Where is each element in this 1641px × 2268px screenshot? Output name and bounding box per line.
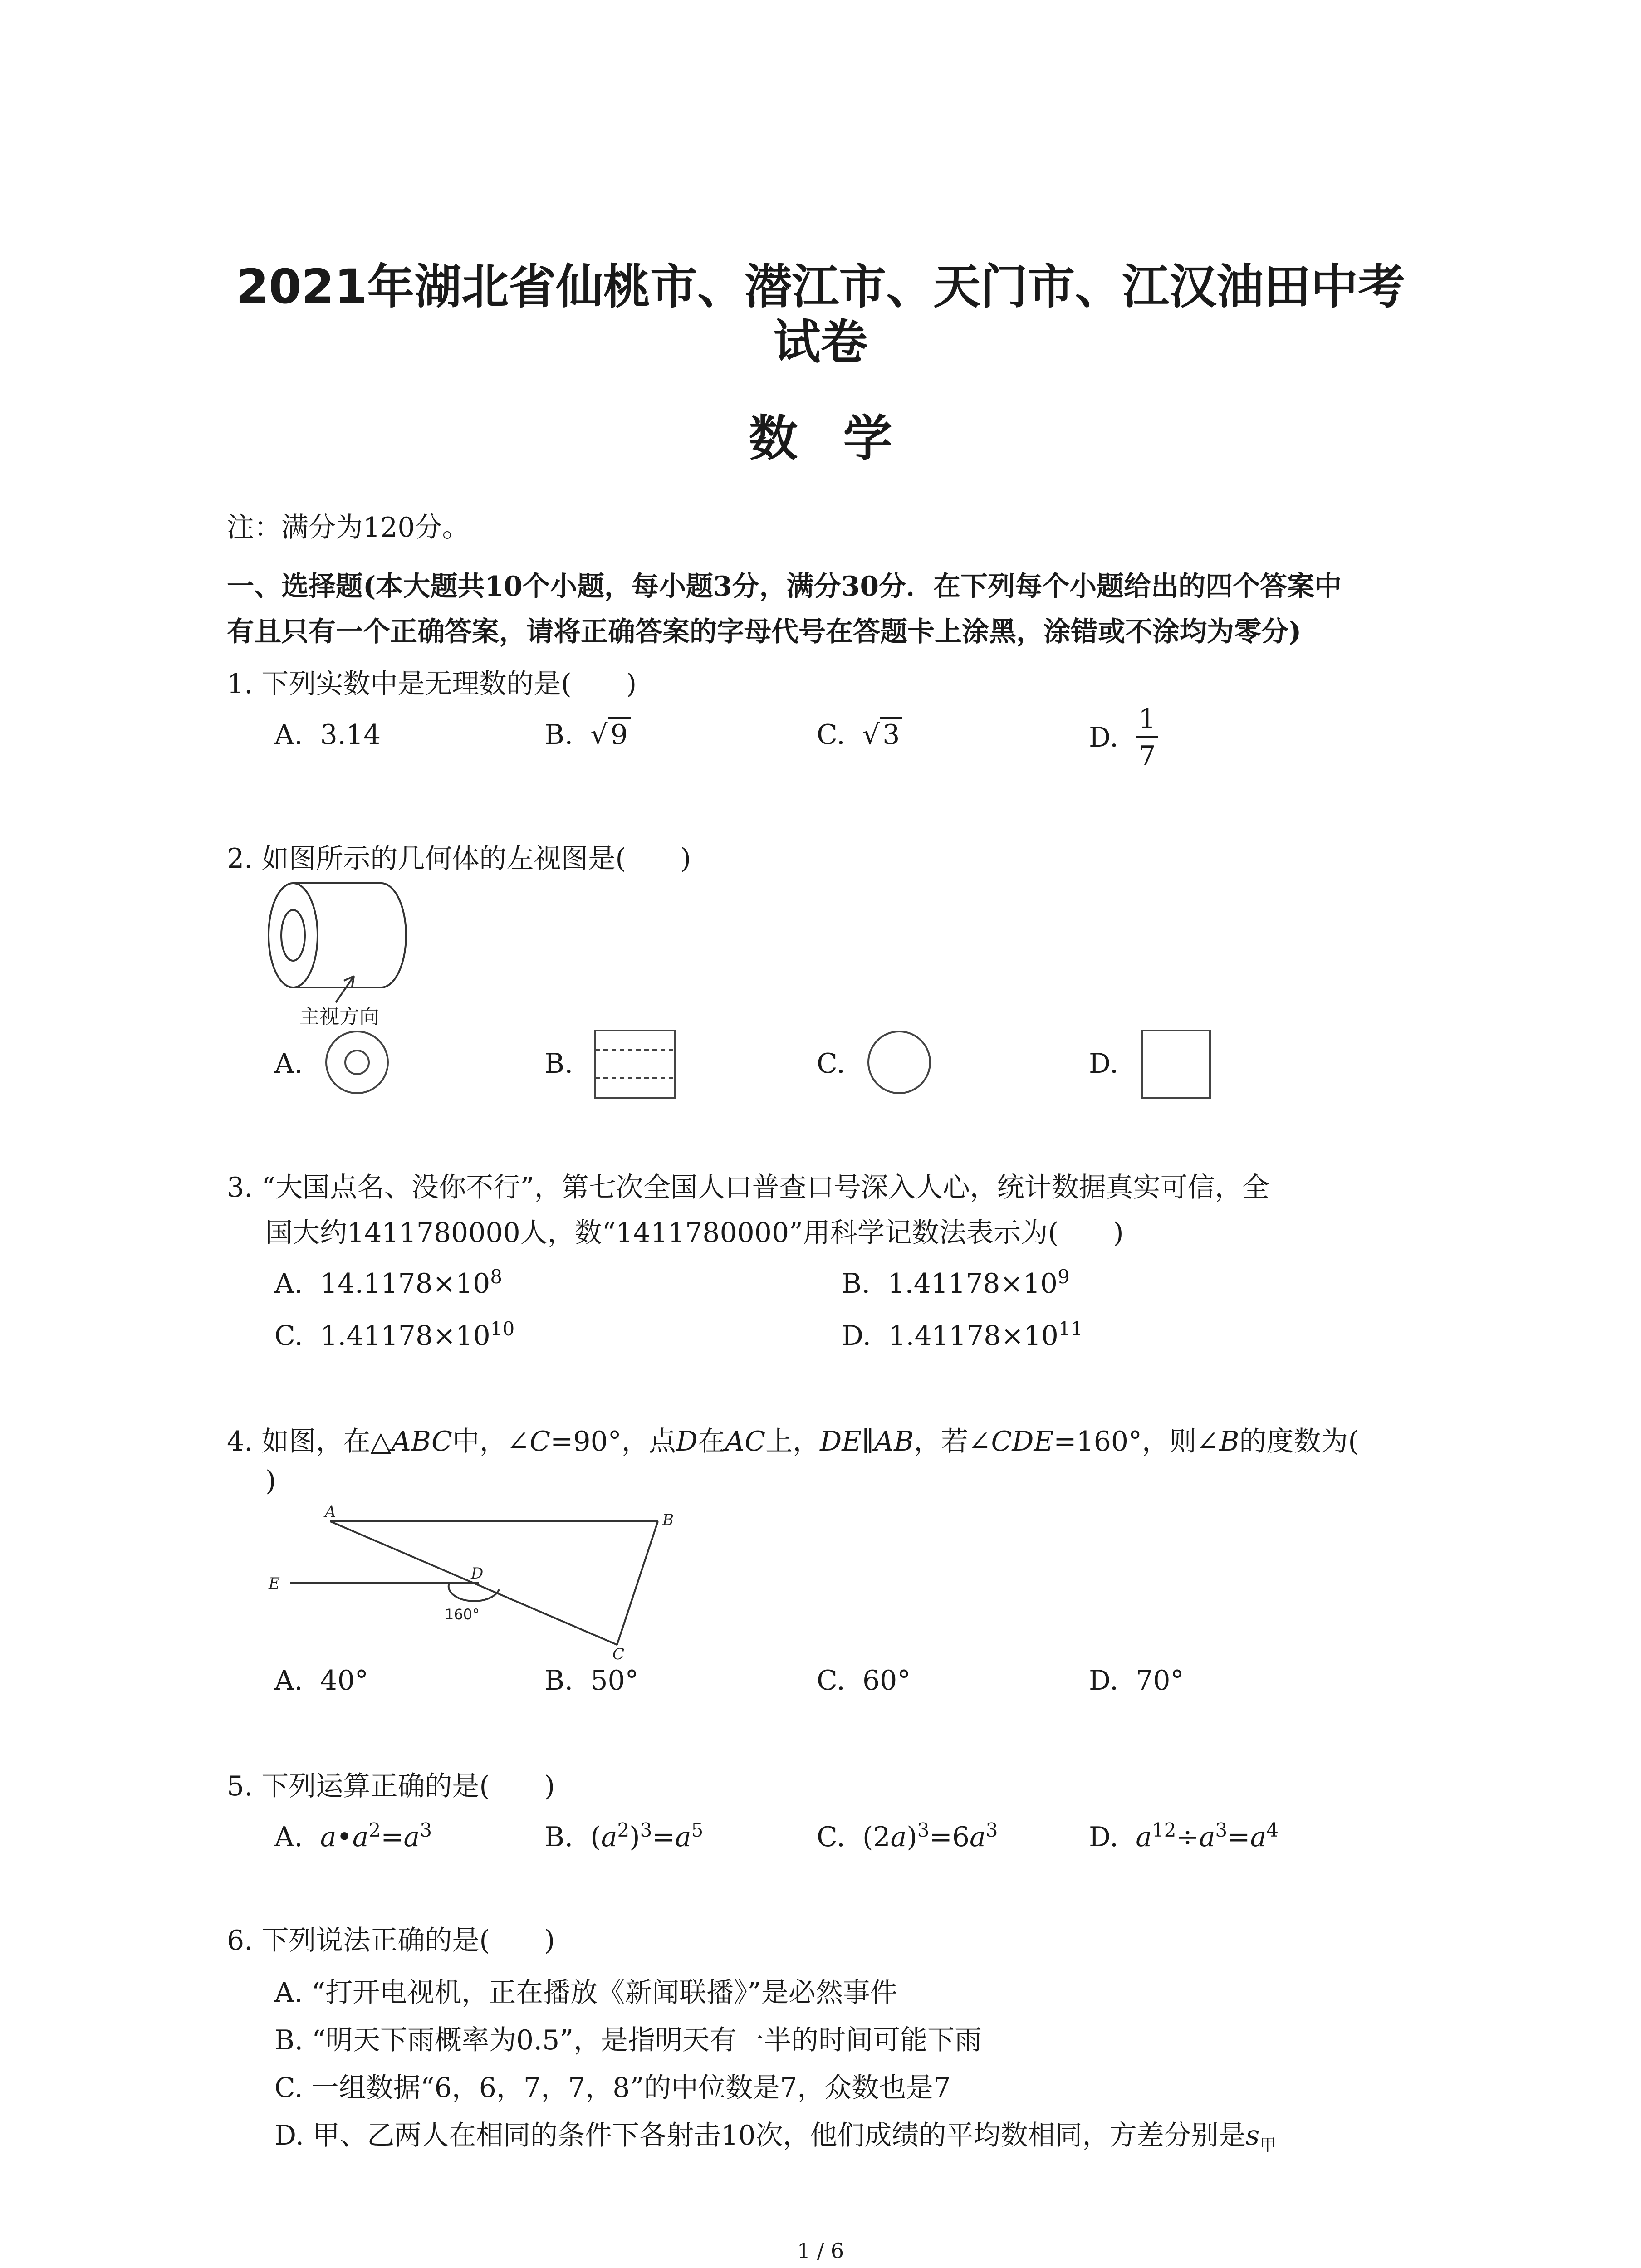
exam-title-line1: 2021年湖北省仙桃市、潜江市、天门市、江汉油田中考 <box>235 259 1406 314</box>
q5-stem: 5. 下列运算正确的是( ) <box>227 1770 555 1802</box>
q5-option-a: A. $a•a^2=a^3$ <box>274 1819 432 1853</box>
fraction-one-seventh: $\frac{1}{7}$ <box>1136 705 1158 770</box>
page-number: 1 / 6 <box>797 2239 844 2263</box>
q4-stem-line1: 4. 如图，在△ABC中，∠C=90°，点D在AC上，DE∥AB，若∠CDE=160°，则∠B的度数为( <box>227 1426 1359 1457</box>
q6-option-d: D. 甲、乙两人在相同的条件下各射击10次，他们成绩的平均数相同，方差分别是$s_甲$ <box>274 2120 1276 2155</box>
section1-instructions-line2: 有且只有一个正确答案，请将正确答案的字母代号在答题卡上涂黑，涂错或不涂均为零分) <box>227 616 1302 648</box>
q3-option-c: C. $1.41178\times 10^{10}$ <box>274 1318 515 1352</box>
q2-stem: 2. 如图所示的几何体的左视图是( ) <box>227 843 691 875</box>
q6-stem: 6. 下列说法正确的是( ) <box>227 1925 555 1956</box>
q3-stem-line1: 3. “大国点名、没你不行”，第七次全国人口普查口号深入人心，统计数据真实可信，全 <box>227 1172 1269 1203</box>
q1-option-b: B. √ 9 <box>544 719 631 751</box>
section1-instructions-line1: 一、选择题(本大题共10个小题，每小题3分，满分30分．在下列每个小题给出的四个答案中 <box>227 571 1342 602</box>
q4-option-d: D. 70° <box>1089 1665 1184 1696</box>
q4-stem-line2: ) <box>265 1465 276 1497</box>
q1-option-d: D. $\frac{1}{7}$ <box>1089 705 1158 770</box>
view-direction-label: 主视方向 <box>299 1005 379 1028</box>
point-b-label: B <box>662 1511 674 1529</box>
q3-option-a: A. $14.1178\times 10^8$ <box>274 1266 503 1300</box>
angle-160-label: 160° <box>445 1606 480 1623</box>
q5-option-b: B. $(a^2)^3=a^5$ <box>544 1819 704 1853</box>
point-d-label: D <box>471 1564 484 1583</box>
q2-option-a-label: A. <box>274 1048 303 1080</box>
subject-title: 数学 <box>749 411 938 467</box>
q3-option-d: D. $1.41178\times 10^{11}$ <box>842 1318 1083 1352</box>
concentric-circles-icon <box>324 1030 392 1098</box>
point-a-label: A <box>325 1503 336 1521</box>
q5-option-c: C. $(2a)^3=6a^3$ <box>817 1819 998 1853</box>
q4-option-a: A. 40° <box>274 1665 368 1696</box>
triangle-parallel-figure <box>263 1503 699 1663</box>
q6-option-b: B. “明天下雨概率为0.5”，是指明天有一半的时间可能下雨 <box>274 2024 982 2056</box>
square-icon <box>1141 1030 1214 1102</box>
q3-option-b: B. $1.41178\times 10^9$ <box>842 1266 1070 1300</box>
q4-option-c: C. 60° <box>817 1665 911 1696</box>
q1-option-a: A. 3.14 <box>274 719 381 751</box>
q3-stem-line2: 国大约1411780000人，数“1411780000”用科学记数法表示为( ) <box>265 1217 1124 1249</box>
point-e-label: E <box>269 1574 280 1593</box>
q1-stem: 1. 下列实数中是无理数的是( ) <box>227 668 637 700</box>
q5-option-d: D. $a^{12}\div a^3=a^4$ <box>1089 1819 1279 1853</box>
point-c-label: C <box>612 1645 625 1663</box>
score-note: 注：满分为120分。 <box>227 512 470 543</box>
q6-option-a: A. “打开电视机，正在播放《新闻联播》”是必然事件 <box>274 1977 897 2009</box>
q6-option-c: C. 一组数据“6，6，7，7，8”的中位数是7，众数也是7 <box>274 2072 951 2104</box>
q2-option-c-label: C. <box>817 1048 845 1080</box>
q1-option-c: C. √ 3 <box>817 719 902 751</box>
q2-option-b-label: B. <box>544 1048 573 1080</box>
circle-icon <box>867 1030 935 1098</box>
exam-title-line2: 试卷 <box>773 314 868 370</box>
rectangle-dashed-lines-icon <box>594 1030 681 1102</box>
q4-option-b: B. 50° <box>544 1665 639 1696</box>
q2-option-d-label: D. <box>1089 1048 1119 1080</box>
